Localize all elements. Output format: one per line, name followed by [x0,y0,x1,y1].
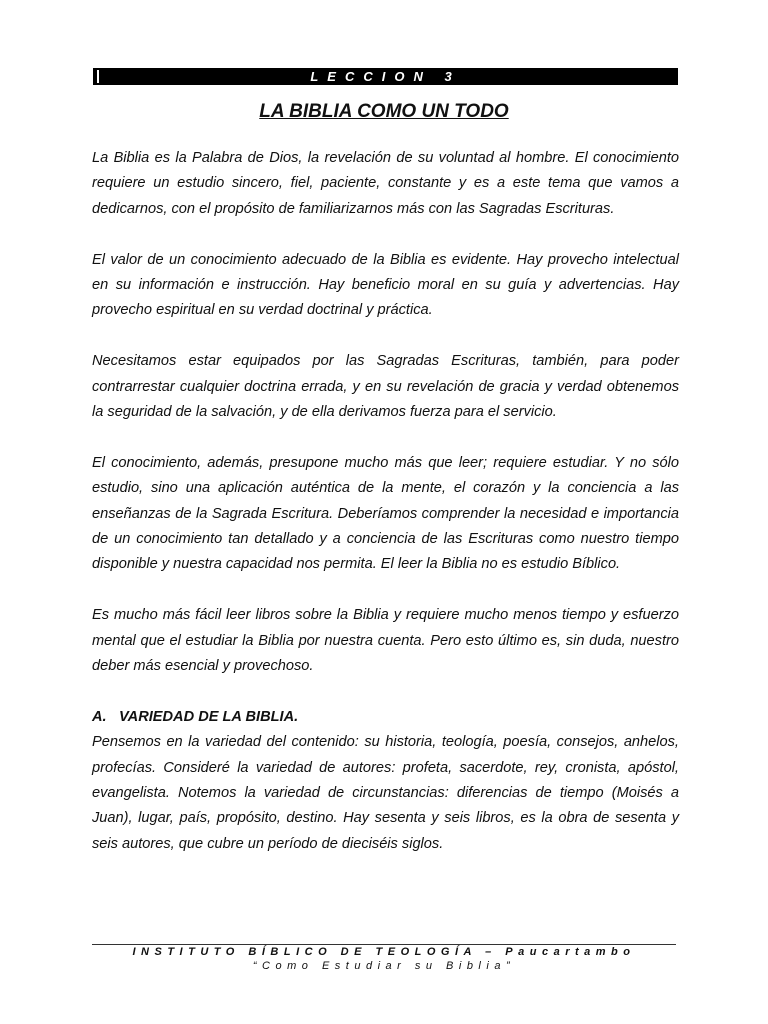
footer-institute: INSTITUTO BÍBLICO DE TEOLOGÍA – Paucartambo [132,946,636,958]
footer-divider [92,944,676,945]
lesson-label: LECCION 3 [310,69,461,84]
section-a-body: Pensemos en la variedad del contenido: su historia, teología, poesía, consejos, anhelos, profecías. Consideré la variedad de autores: profeta, sacerdote, rey, cronista, apóstol, evangelista. Notemos la variedad de circunstancias: diferencias de tiempo (Moisés a Juan), lugar, país, propósito, destino. Hay sesenta y seis libros, es la obra de sesenta y seis autores, que cubre un período de dieciséis siglos. [92,734,679,852]
document-body [92,146,679,883]
header-bar-marker [97,70,99,83]
paragraph-2: El valor de un conocimiento adecuado de la Biblia es evidente. Hay provecho intelectual en su información e instrucción. Hay beneficio moral en su guía y advertencias. Hay provecho espiritual en su verdad doctrinal y práctica. [92,251,679,319]
paragraph-4: El conocimiento, además, presupone mucho más que leer; requiere estudiar. Y no sólo estudio, sino una aplicación auténtica de la mente, el corazón y la conciencia a las enseñanzas de la Sagrada Escritura. Deberíamos comprender la necesidad e importancia de un conocimiento tan detallado y a conciencia de las Escrituras como nuestro tiempo disponible y nuestra capacidad nos permita. El leer la Biblia no es estudio Bíblico. [92,454,679,573]
page-title: LA BIBLIA COMO UN TODO [259,101,509,122]
footer-subtitle: “Como Estudiar su Biblia” [252,960,516,972]
paragraph-1: La Biblia es la Palabra de Dios, la revelación de su voluntad al hombre. El conocimiento requiere un estudio sincero, fiel, paciente, constante y es a este tema que vamos a dedicarnos, con el propósito de familiarizarnos más con las Sagradas Escrituras. [92,150,679,217]
section-a-letter: A. [92,708,107,725]
paragraph-3: Necesitamos estar equipados por las Sagradas Escrituras, también, para poder contrarrestar cualquier doctrina errada, y en su revelación de gracia y verdad obtenemos la seguridad de la salvación, y de ella derivamos fuerza para el servicio. [92,353,679,421]
lesson-header-bar [93,68,678,85]
section-a-title: VARIEDAD DE LA BIBLIA. [119,708,299,725]
paragraph-5: Es mucho más fácil leer libros sobre la Biblia y requiere mucho menos tiempo y esfuerzo mental que el estudiar la Biblia por nuestra cuenta. Pero esto último es, sin duda, nuestro deber más esencial y provechoso. [92,607,679,675]
section-a-heading [92,705,679,730]
